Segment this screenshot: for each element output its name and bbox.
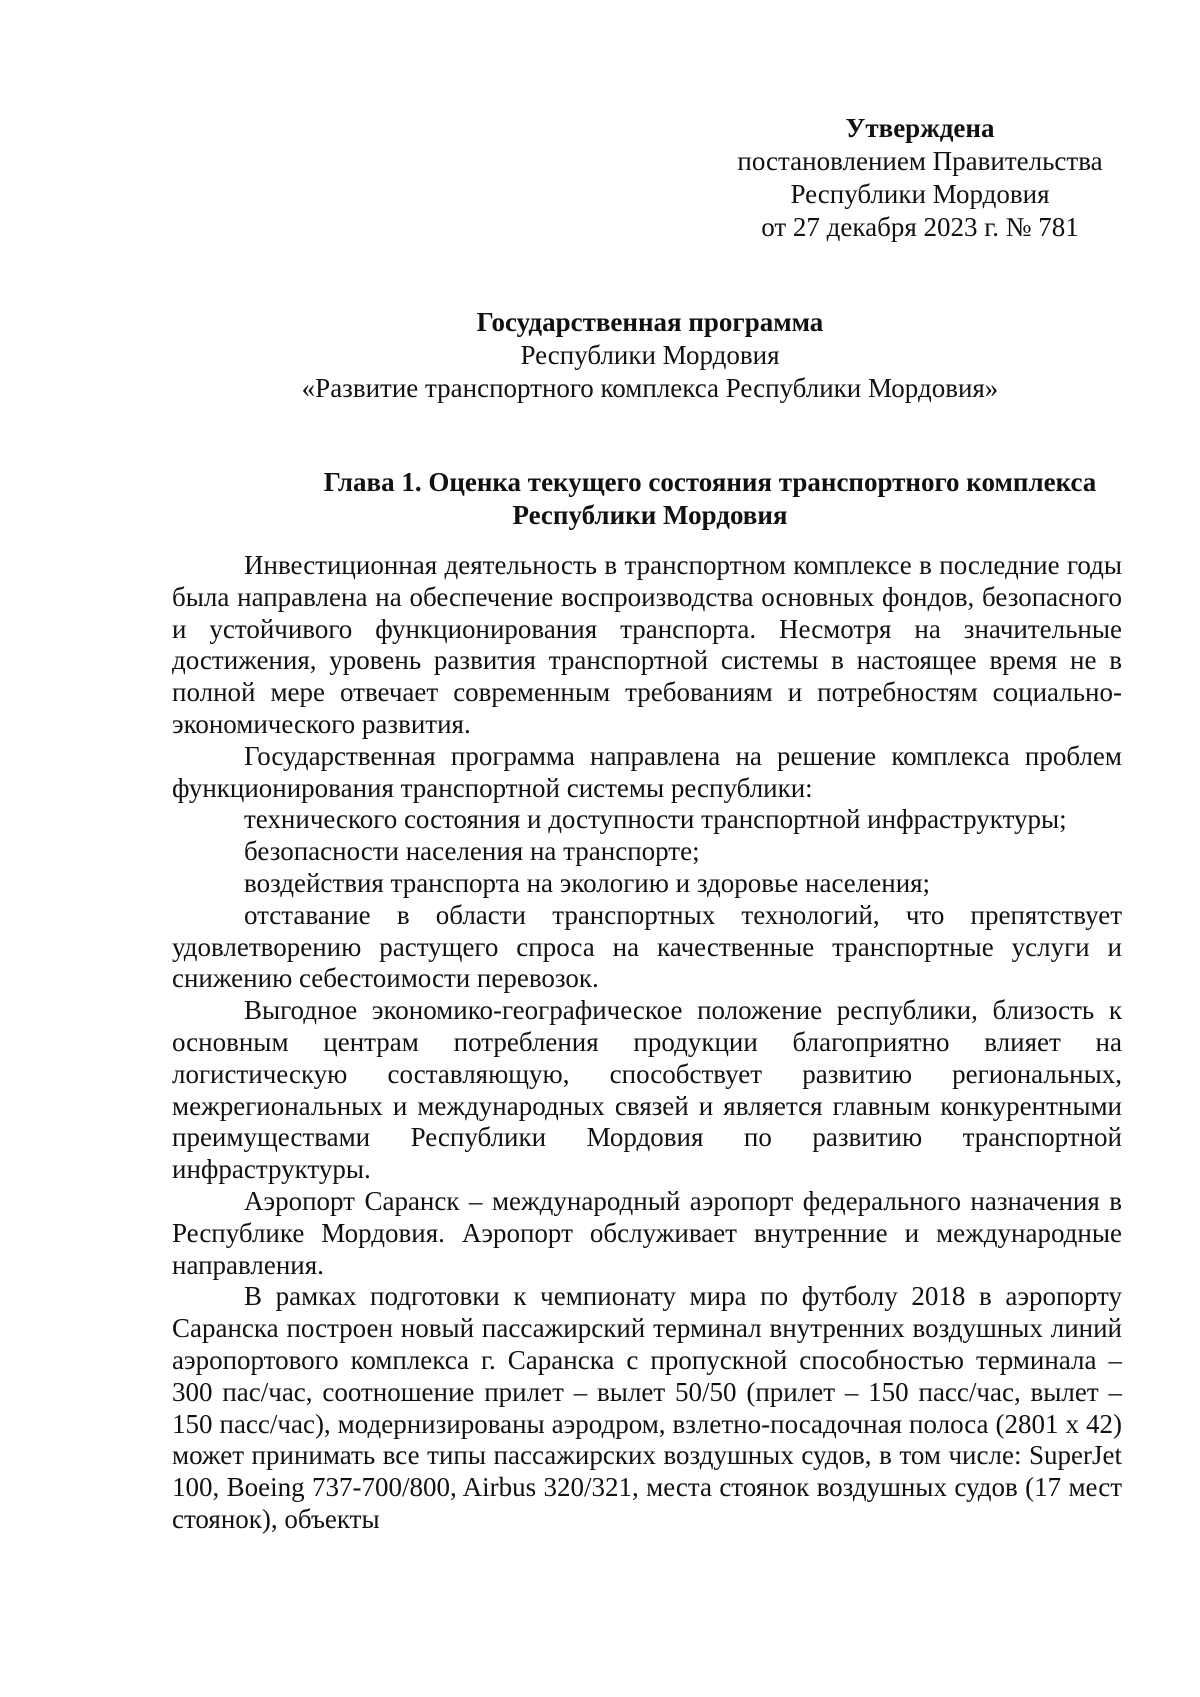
list-item: технического состояния и доступности транспортной инфраструктуры; bbox=[244, 804, 1067, 835]
approval-line-1: постановлением Правительства bbox=[737, 146, 1103, 176]
body-text bbox=[172, 550, 1122, 1536]
approval-block bbox=[700, 112, 1140, 244]
paragraph: В рамках подготовки к чемпионату мира по футболу 2018 в аэропорту Саранска построен новый пассажирский терминал внутренних воздушных линий аэропортового комплекса г. Саранска с пропускной способностью терминала – 300 пас/час, соотношение прилет – вылет 50/50 (прилет – 150 пасс/час, вылет – 150 пасс/час), модернизированы аэродром, взлетно-посадочная полоса (2801 x 42) может принимать все типы пассажирских воздушных судов, в том числе: SuperJet 100, Boeing 737-700/800, Airbus 320/321, места стоянок воздушных судов (17 мест стоянок), объекты bbox=[172, 1281, 1122, 1534]
paragraph: Выгодное экономико-географическое положение республики, близость к основным центрам потребления продукции благоприятно влияет на логистическую составляющую, способствует развитию региональных, межрегиональных и международных связей и является главным конкурентными преимуществами Республики Мордовия по развитию транспортной инфраструктуры. bbox=[172, 995, 1122, 1185]
chapter-heading-line-2: Республики Мордовия bbox=[512, 500, 788, 530]
paragraph: Инвестиционная деятельность в транспортном комплексе в последние годы была направлена на обеспечение воспроизводства основных фондов, безопасного и устойчивого функционирования транспорта. Несмотря на значительные достижения, уровень развития транспортной системы в настоящее время не в полной мере отвечает современным требованиям и потребностям социально-экономического развития. bbox=[172, 550, 1122, 739]
program-title-block bbox=[170, 306, 1130, 405]
list-item: безопасности населения на транспорте; bbox=[244, 836, 700, 867]
list-item: отставание в области транспортных технологий, что препятствует удовлетворению растущего спроса на качественные транспортные услуги и снижению себестоимости перевозок. bbox=[172, 899, 1122, 994]
approval-heading: Утверждена bbox=[845, 113, 995, 143]
paragraph: Государственная программа направлена на решение комплекса проблем функционирования транспортной системы республики: bbox=[172, 740, 1122, 803]
chapter-heading-line-1: Глава 1. Оценка текущего состояния транспортного комплекса bbox=[323, 467, 1097, 497]
approval-line-3: от 27 декабря 2023 г. № 781 bbox=[761, 212, 1079, 242]
paragraph: Аэропорт Саранск – международный аэропорт федерального назначения в Республике Мордовия. Аэропорт обслуживает внутренние и международные направления. bbox=[172, 1185, 1122, 1280]
program-subtitle: Республики Мордовия bbox=[520, 340, 780, 370]
program-name: «Развитие транспортного комплекса Республики Мордовия» bbox=[301, 373, 999, 403]
list-item: воздействия транспорта на экологию и здоровье населения; bbox=[244, 867, 931, 898]
chapter-heading bbox=[170, 466, 1130, 532]
approval-line-2: Республики Мордовия bbox=[790, 179, 1050, 209]
program-title: Государственная программа bbox=[476, 307, 824, 337]
